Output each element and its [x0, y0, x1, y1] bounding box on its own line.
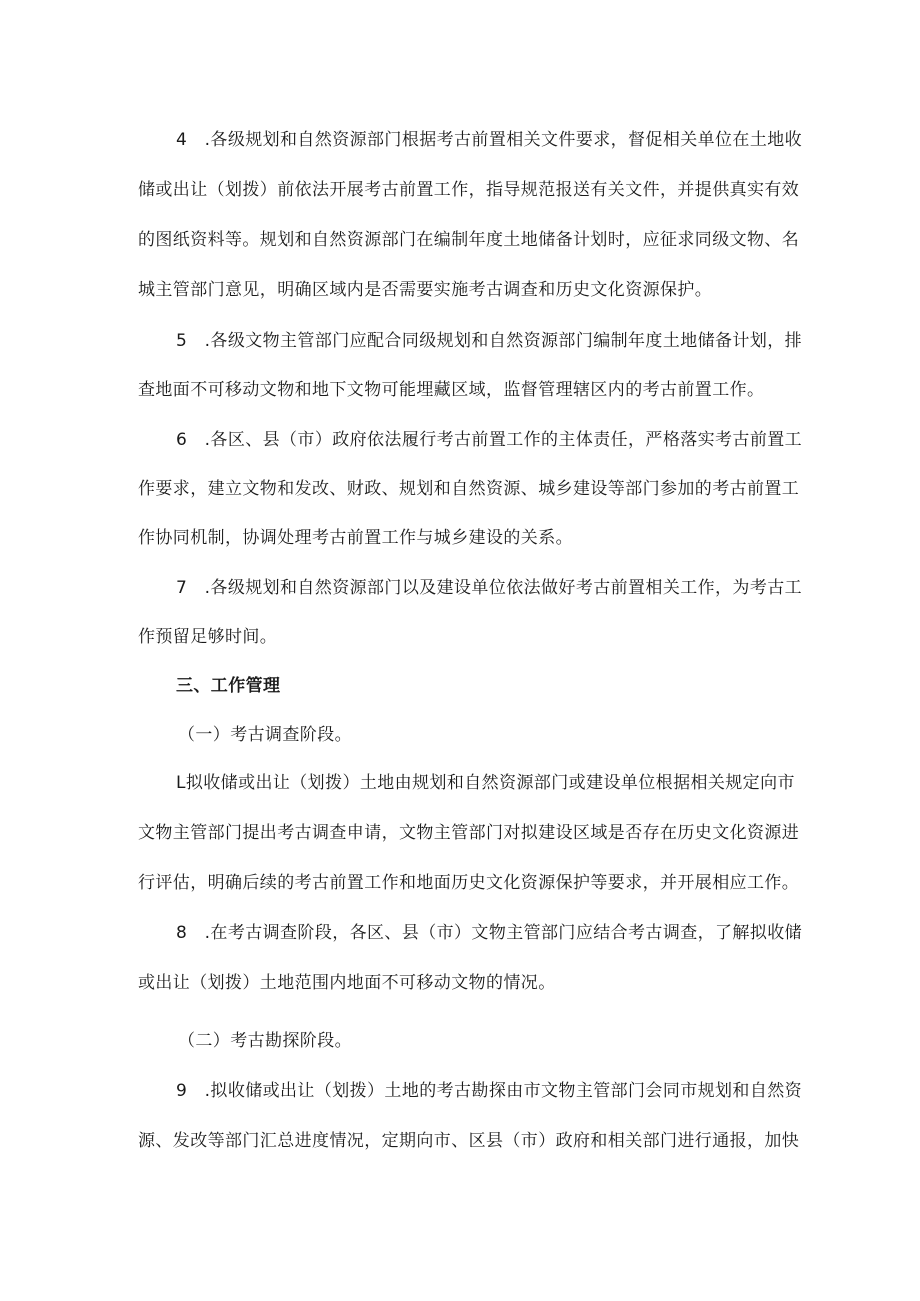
paragraph-line: 城主管部门意见，明确区域内是否需要实施考古调查和历史文化资源保护。	[138, 280, 713, 300]
paragraph-line: 作协同机制，协调处理考古前置工作与城乡建设的关系。	[138, 528, 573, 548]
paragraph-line: 7 .各级规划和自然资源部门以及建设单位依法做好考古前置相关工作，为考古工	[176, 578, 803, 598]
paragraph-line: 6 .各区、县（市）政府依法履行考古前置工作的主体责任，严格落实考古前置工	[176, 430, 803, 450]
subsection-heading: （一）考古调查阶段。	[178, 725, 352, 745]
paragraph-line: 4 .各级规划和自然资源部门根据考古前置相关文件要求，督促相关单位在土地收	[176, 130, 803, 150]
paragraph-line: 作要求，建立文物和发改、财政、规划和自然资源、城乡建设等部门参加的考古前置工	[138, 479, 800, 499]
paragraph-line: 行评估，明确后续的考古前置工作和地面历史文化资源保护等要求，并开展相应工作。	[138, 873, 800, 893]
paragraph-line: 5 .各级文物主管部门应配合同级规划和自然资源部门编制年度土地储备计划，排	[176, 331, 803, 351]
paragraph-line: 作预留足够时间。	[138, 627, 278, 647]
section-heading: 三、工作管理	[176, 676, 281, 696]
paragraph-line: 查地面不可移动文物和地下文物可能埋藏区域，监督管理辖区内的考古前置工作。	[138, 380, 765, 400]
paragraph-line: L拟收储或出让（划拨）土地由规划和自然资源部门或建设单位根据相关规定向市	[176, 773, 795, 793]
paragraph-line: 文物主管部门提出考古调查申请，文物主管部门对拟建设区域是否存在历史文化资源进	[138, 823, 800, 843]
subsection-heading: （二）考古勘探阶段。	[178, 1031, 352, 1051]
paragraph-line: 储或出让（划拨）前依法开展考古前置工作，指导规范报送有关文件，并提供真实有效	[138, 180, 800, 200]
paragraph-line: 8 .在考古调查阶段，各区、县（市）文物主管部门应结合考古调查，了解拟收储	[176, 923, 803, 943]
paragraph-line: 或出让（划拨）土地范围内地面不可移动文物的情况。	[138, 973, 556, 993]
paragraph-line: 的图纸资料等。规划和自然资源部门在编制年度土地储备计划时，应征求同级文物、名	[138, 230, 800, 250]
paragraph-line: 9 .拟收储或出让（划拨）土地的考古勘探由市文物主管部门会同市规划和自然资	[176, 1081, 803, 1101]
paragraph-line: 源、发改等部门汇总进度情况，定期向市、区县（市）政府和相关部门进行通报，加快	[138, 1131, 800, 1151]
